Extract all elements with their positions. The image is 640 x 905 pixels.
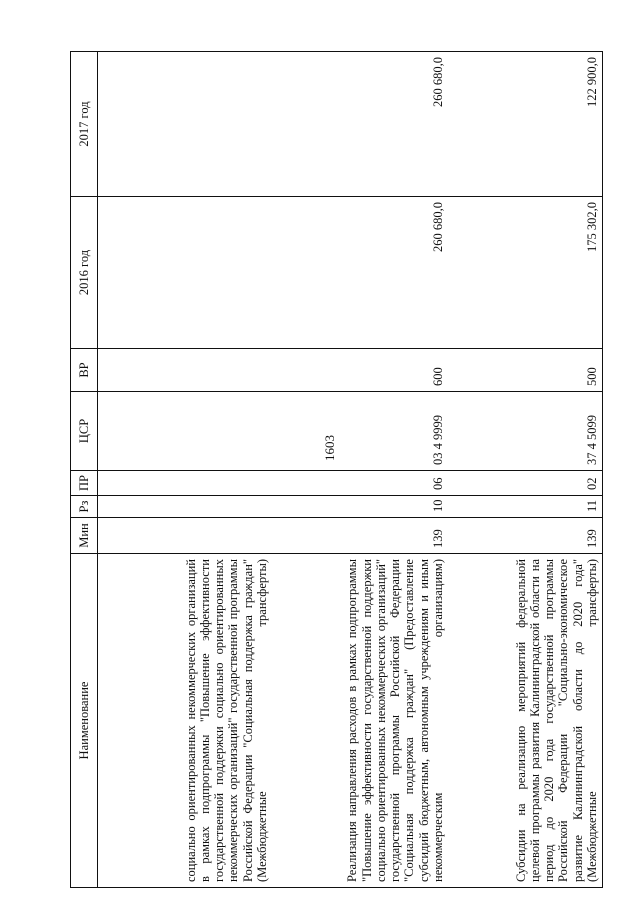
row-min: [98, 518, 273, 554]
row-vr: 500: [448, 349, 603, 392]
row-name: Субсидии на реализацию мероприятий федеральной целевой программы развития Калининградской области на период до 2020 года государственной программы Российской Федерации "Социально-экономическое развитие Калининградской области до 2020 года" (Межбюджетные трансферты): [448, 554, 603, 888]
header-vr: ВР: [71, 349, 98, 392]
row-rz: 10: [272, 496, 448, 518]
row-rz: 11: [448, 496, 603, 518]
row-min: 139: [448, 518, 603, 554]
table-row: [448, 52, 603, 888]
page-number: 1603: [322, 435, 337, 461]
row-vr: 600: [272, 349, 448, 392]
row-2017: [98, 52, 273, 197]
row-name: социально ориентированных некоммерческих организаций в рамках подпрограммы "Повышение эффективности государственной поддержки социально ориентированных некоммерческих организаций" государственной программы Российской Федерации "Социальная поддержка граждан" (Межбюджетные трансферты): [98, 554, 273, 888]
rotated-page: [70, 52, 604, 888]
row-csr: 03 4 9999: [272, 392, 448, 471]
header-2016: 2016 год: [71, 197, 98, 349]
header-row: [71, 52, 98, 888]
row-2016: 175 302,0: [448, 197, 603, 349]
row-2016: [98, 197, 273, 349]
header-2017: 2017 год: [71, 52, 98, 197]
table-row: [98, 52, 273, 888]
row-csr: [98, 392, 273, 471]
row-min: 139: [272, 518, 448, 554]
table-row: [272, 52, 448, 888]
header-name: Наименование: [71, 554, 98, 888]
budget-table: [70, 51, 603, 888]
row-csr: 37 4 5099: [448, 392, 603, 471]
row-2017: 122 900,0: [448, 52, 603, 197]
row-pr: [98, 471, 273, 496]
row-vr: [98, 349, 273, 392]
header-pr: ПР: [71, 471, 98, 496]
header-rz: Рз: [71, 496, 98, 518]
row-2016: 260 680,0: [272, 197, 448, 349]
header-csr: ЦСР: [71, 392, 98, 471]
row-rz: [98, 496, 273, 518]
row-pr: 02: [448, 471, 603, 496]
header-min: Мин: [71, 518, 98, 554]
row-2017: 260 680,0: [272, 52, 448, 197]
row-name: Реализация направления расходов в рамках подпрограммы "Повышение эффективности государственной поддержки социально ориентированных некоммерческих организаций" государственной программы Российской Федерации "Социальная поддержка граждан" (Предоставление субсидий бюджетным, автономным учреждениям и иным некоммерческим организациям): [272, 554, 448, 888]
row-pr: 06: [272, 471, 448, 496]
